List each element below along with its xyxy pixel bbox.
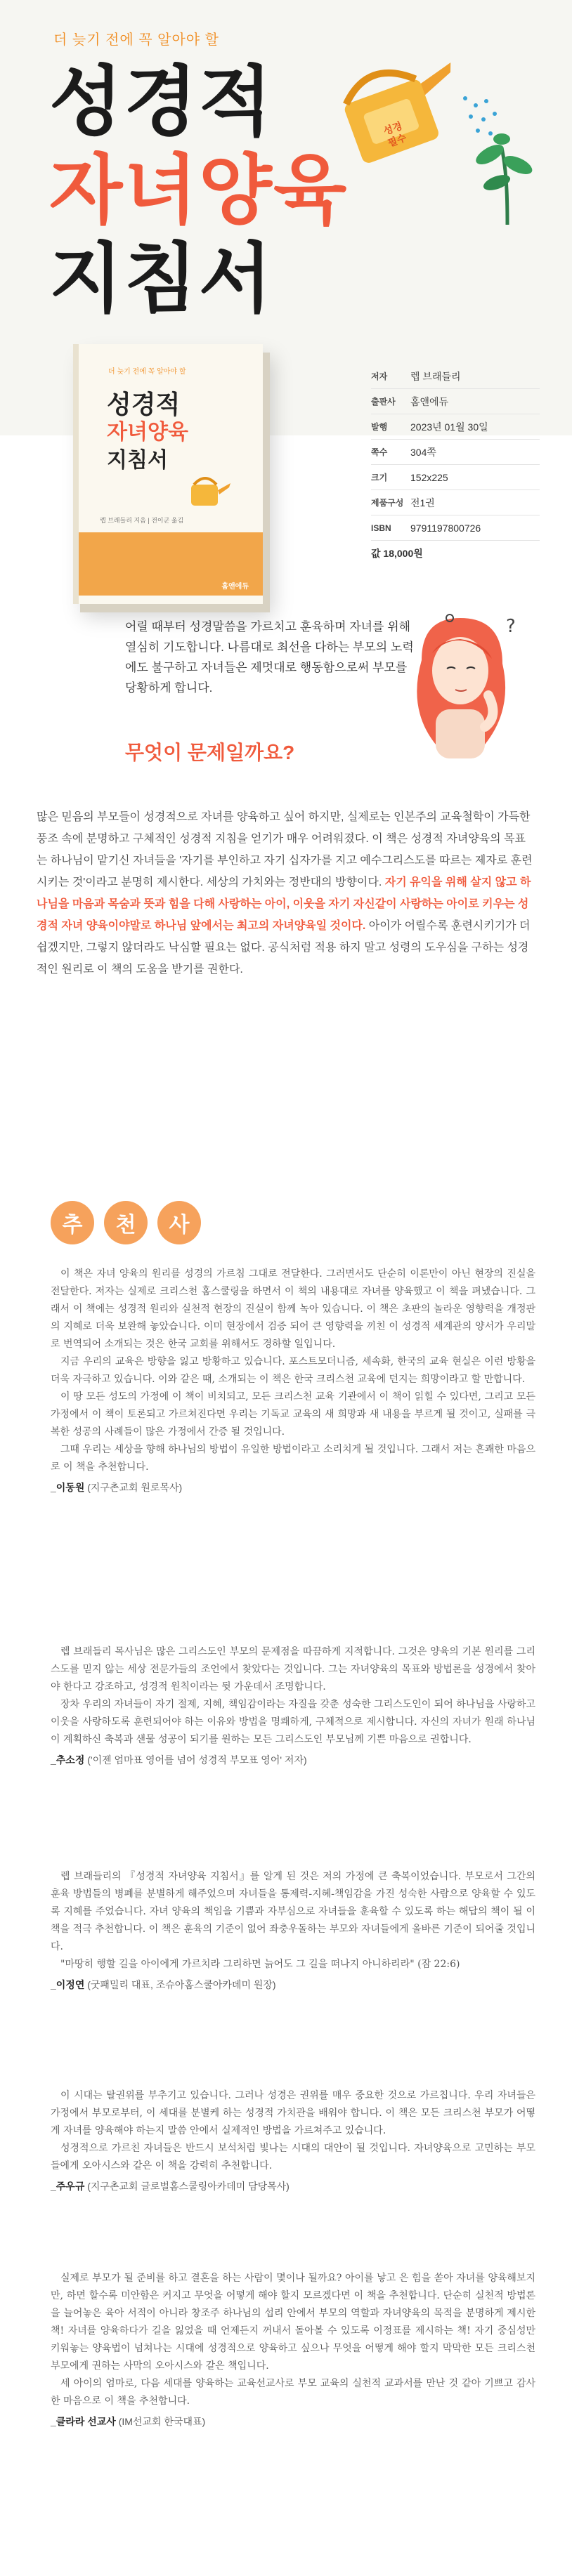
hero-tagline: 더 늦기 전에 꼭 알아야 할 bbox=[53, 32, 219, 48]
rec-head-char: 사 bbox=[157, 1201, 201, 1244]
book-cover-publisher: 홈앤에듀 bbox=[221, 583, 249, 591]
info-row bbox=[371, 465, 540, 490]
info-value: 렙 브래들리 bbox=[410, 370, 461, 382]
rec-signature bbox=[51, 1978, 535, 1992]
rec-name: _클라라 선교사 bbox=[51, 2416, 116, 2427]
book-cover-title-1: 성경적 bbox=[107, 390, 181, 419]
svg-text:?: ? bbox=[506, 616, 516, 637]
rec-affiliation: (지구촌교회 글로벌홈스쿨링아카데미 담당목사) bbox=[84, 2181, 290, 2192]
question-headline: 무엇이 문제일까요? bbox=[125, 742, 295, 763]
rec-paragraph: "마땅히 행할 길을 아이에게 가르치라 그리하면 늙어도 그 길을 떠나지 아니하리라" (잠 22:6) bbox=[60, 1959, 460, 1970]
watering-can-illustration bbox=[318, 49, 550, 225]
book-cover bbox=[73, 344, 263, 604]
small-can-icon bbox=[184, 471, 233, 513]
info-row bbox=[371, 364, 540, 389]
info-key: 저자 bbox=[371, 372, 388, 381]
info-row bbox=[371, 440, 540, 465]
rec-signature bbox=[51, 1753, 535, 1767]
hero-title-line-2: 자녀양육 bbox=[49, 147, 349, 235]
price: 값 18,000원 bbox=[371, 548, 423, 559]
info-row bbox=[371, 515, 540, 541]
hero-title-line-1: 성경적 bbox=[49, 58, 273, 146]
rec-paragraph: 실제로 부모가 될 준비를 하고 결혼을 하는 사람이 몇이나 될까요? 아이를 낳고 은 힘을 쏟아 자녀를 양육해보지만, 하면 할수록 미안함은 커지고 무엇을 어떻게 해야 할지 모르겠다면 이 책을 추천합니다. 단순히 실천적 방법론을 늘어놓은 육아 서적이 아니라 창조주 하나님의 섭리 안에서 부모의 역할과 자녀양육의 목적을 분명하게 제시한 책! 자녀를 양육하다가 길을 잃었을 때 언제든지 꺼내서 돌아볼 수 있도록 이정표를 제시하는 책! 자기 중심성만 키워놓는 양육법이 넘쳐나는 시대에 성경적으로 양육하고 싶으나 무엇을 어떻게 해야 할지 막막한 모든 크리스천 부모에게 권하는 사막의 오아시스와 같은 책입니다. bbox=[51, 2273, 535, 2372]
rec-signature bbox=[51, 2179, 535, 2193]
recommendation-1 bbox=[51, 1266, 535, 1494]
thinking-woman-illustration bbox=[379, 604, 541, 765]
book-cover-title-2: 자녀양육 bbox=[107, 420, 188, 445]
recommendation-5 bbox=[51, 2270, 535, 2429]
rec-signature bbox=[51, 2414, 535, 2429]
intro-text: 많은 믿음의 부모들이 성경적으로 자녀를 양육하고 싶어 하지만, 실제로는 인본주의 교육철학이 가득한 풍조 속에 분명하고 구체적인 성경적 지침을 얻기가 매우 어려워졌다. 이 책은 성경적 자녀양육의 목표는 하나님이 맡기신 자녀들을 '자기를 부인하고 자기 십자가를 지고 예수그리스도를 따르는 제자로 훈련시키는 것'이라고 분명히 제시한다. 세상의 가치와는 정반대의 방향이다. bbox=[37, 811, 533, 888]
hero-title-line-3: 지침서 bbox=[49, 235, 273, 323]
price-row bbox=[371, 541, 540, 566]
info-value: 304쪽 bbox=[410, 446, 436, 458]
info-row bbox=[371, 490, 540, 515]
intro-highlight: 자기 유익을 위해 살지 않고 하나님을 마음과 목숨과 뜻과 힘을 다해 사랑하는 아이, 이웃을 자기 자신같이 사랑하는 아이로 키우는 성경적 자녀 양육이야말로 하나님 앞에서는 최고의 자녀양육일 것이다. bbox=[37, 876, 531, 932]
info-value: 전1권 bbox=[410, 497, 435, 508]
rec-paragraph: 이 시대는 탈권위를 부추기고 있습니다. 그러나 성경은 권위를 매우 중요한 것으로 가르칩니다. 우리 자녀들은 가정에서 부모로부터, 이 세대를 분별케 하는 성경적 가치관을 배워야 합니다. 이 책은 모든 크리스천 부모가 어떻게 자녀를 양육해야 하는지 말씀 안에서 실제적인 방법을 가르쳐주고 있습니다. bbox=[51, 2090, 535, 2136]
rec-paragraph: 세 아이의 엄마로, 다음 세대를 양육하는 교육선교사로 부모 교육의 실천적 교과서를 만난 것 같아 기쁘고 감사한 마음으로 이 책을 추천합니다. bbox=[51, 2378, 535, 2407]
rec-paragraph: 성경적으로 가르친 자녀들은 반드시 보석처럼 빛나는 시대의 대안이 될 것입니다. 자녀양육으로 고민하는 부모들에게 오아시스와 같은 이 책을 강력히 추천합니다. bbox=[51, 2143, 535, 2171]
info-key: 크기 bbox=[371, 473, 388, 482]
book-cover-title-3: 지침서 bbox=[107, 448, 168, 473]
recommendation-2 bbox=[51, 1643, 535, 1767]
info-value: 9791197800726 bbox=[410, 522, 481, 534]
rec-paragraph: 이 땅 모든 성도의 가정에 이 책이 비치되고, 모든 크리스천 교육 기관에서 이 책이 읽힐 수 있다면, 그리고 모든 가정에서 이 책이 토론되고 가르쳐진다면 우리는 기독교 교육의 새 희망과 새 내용을 부르게 될 것이고, 실패를 극복한 성공의 사례들이 많은 가정에서 간증 될 것입니다. bbox=[51, 1391, 535, 1438]
info-key: 제품구성 bbox=[371, 498, 404, 508]
info-row bbox=[371, 389, 540, 414]
rec-paragraph: 이 책은 자녀 양육의 원리를 성경의 가르침 그대로 전달한다. 그러면서도 단순히 이론만이 아닌 현장의 진실을 전달한다. 저자는 실제로 크리스천 홈스쿨링을 하면서 이 책의 내용대로 자녀를 양육했고 이 책을 펴냈습니다. 그래서 이 책에는 성경적 원리와 실천적 현장의 진실이 함께 녹아 있습니다. 이 책은 초판의 놀라운 영향력을 개정판의 지혜로 더욱 보완해 놓았습니다. 이미 현장에서 검증 되어 큰 영향력을 끼친 이 성경적 세계관의 양서가 우리말로 번역되어 소개되는 것은 한국 교회를 위해서도 경하할 일입니다. bbox=[51, 1268, 535, 1350]
book-cover-tagline: 더 늦기 전에 꼭 알아야 할 bbox=[108, 368, 186, 376]
rec-affiliation: (지구촌교회 원로목사) bbox=[84, 1482, 183, 1493]
plant-icon bbox=[473, 133, 535, 225]
book-info-table bbox=[371, 364, 540, 566]
info-value: 2023년 01월 30일 bbox=[410, 421, 488, 433]
recommendation-3 bbox=[51, 1868, 535, 1992]
rec-name: _추소정 bbox=[51, 1754, 85, 1766]
intro-paragraph bbox=[37, 806, 535, 980]
rec-head-char: 추 bbox=[51, 1201, 94, 1244]
rec-affiliation: ('이젠 엄마표 영어를 넘어 성경적 부모표 영어' 저자) bbox=[84, 1754, 307, 1766]
recommendation-heading bbox=[51, 1201, 201, 1244]
question-text: 어릴 때부터 성경말씀을 가르치고 훈육하며 자녀를 위해 열심히 기도합니다. 나름대로 최선을 다하는 부모의 노력에도 불구하고 자녀들은 제멋대로 행동함으로써 부모를 당황하게 합니다. bbox=[125, 620, 414, 695]
rec-affiliation: (IM선교회 한국대표) bbox=[115, 2416, 206, 2427]
rec-paragraph: 지금 우리의 교육은 방향을 잃고 방황하고 있습니다. 포스트모더니즘, 세속화, 한국의 교육 현실은 이런 방황을 더욱 자극하고 있습니다. 이와 같은 때, 소개되는 이 책은 한국 크리스천 교육에 던지는 희망이라고 할 만합니다. bbox=[51, 1356, 535, 1385]
info-key: 쪽수 bbox=[371, 447, 388, 457]
rec-paragraph: 렙 브래들리의 『성경적 자녀양육 지침서』를 알게 된 것은 저의 가정에 큰 축복이었습니다. 부모로서 그간의 훈육 방법들의 병폐를 분별하게 해주었으며 자녀들을 통제력-지혜-책임감을 가진 성숙한 사람으로 양육할 수 있도록 지혜를 주었습니다. 자녀 양육의 책임을 기쁨과 자부심으로 자녀들을 훈육할 수 있도록 하는 해답의 책이 될 이 책을 적극 추천합니다. 이 책은 훈육의 기준이 없어 좌충우돌하는 부모와 자녀들에게 올바른 기준이 되어줄 것입니다. bbox=[51, 1871, 535, 1952]
info-row bbox=[371, 414, 540, 440]
water-drops-icon bbox=[463, 96, 497, 136]
rec-name: _이정연 bbox=[51, 1979, 85, 1990]
rec-head-char: 천 bbox=[104, 1201, 148, 1244]
rec-paragraph: 장차 우리의 자녀들이 자기 절제, 지혜, 책임감이라는 자질을 갖춘 성숙한 그리스도인이 되어 하나님을 사랑하고 이웃을 사랑하도록 훈련되어야 하는 이유와 방법을 명쾌하게, 구체적으로 제시합니다. 자신의 자녀가 원래 하나님이 계획하신 축복과 샌물 성공이 되기를 원하는 모든 그리스도인 부모님께 기쁜 마음으로 권합니다. bbox=[51, 1699, 535, 1745]
rec-name: _이동원 bbox=[51, 1482, 85, 1493]
info-value: 홈앤에듀 bbox=[410, 395, 449, 407]
rec-paragraph: 렙 브래들리 목사님은 많은 그리스도인 부모의 문제점을 따끔하게 지적합니다. 그것은 양육의 기본 원리를 그리스도를 믿지 않는 세상 전문가들의 조언에서 찾았다는 것입니다. 그는 자녀양육의 목표와 방법론을 성경에서 찾아야 한다고 강조하고, 성경적 원칙이라는 뒷 가운데서 조명합니다. bbox=[51, 1646, 535, 1693]
recommendation-4 bbox=[51, 2087, 535, 2193]
rec-name: _주우규 bbox=[51, 2181, 85, 2192]
info-key: ISBN bbox=[371, 523, 391, 533]
rec-paragraph: 그때 우리는 세상을 향해 하나님의 방법이 유일한 방법이라고 소리치게 될 것입니다. 그래서 저는 흔쾌한 마음으로 이 책을 추천합니다. bbox=[51, 1444, 535, 1473]
info-value: 152x225 bbox=[410, 471, 448, 483]
info-key: 출판사 bbox=[371, 397, 396, 407]
rec-affiliation: (굿패밀리 대표, 조슈아홈스쿨아카데미 원장) bbox=[84, 1979, 276, 1990]
rec-signature bbox=[51, 1480, 535, 1494]
svg-text:성경: 성경 bbox=[382, 120, 404, 138]
intro-tail: 아이가 어릴수록 훈련시키기가 더 쉽겠지만, 그렇지 않더라도 낙심할 필요는 없다. 공식처럼 적용 하지 말고 성령의 도우심을 구하는 성경적인 원리로 이 책의 도움을 받기를 권한다. bbox=[37, 920, 531, 975]
book-cover-author: 렙 브래들리 지음 | 전이군 옮김 bbox=[100, 517, 184, 524]
svg-text:필수: 필수 bbox=[386, 132, 408, 150]
info-key: 발행 bbox=[371, 422, 388, 432]
